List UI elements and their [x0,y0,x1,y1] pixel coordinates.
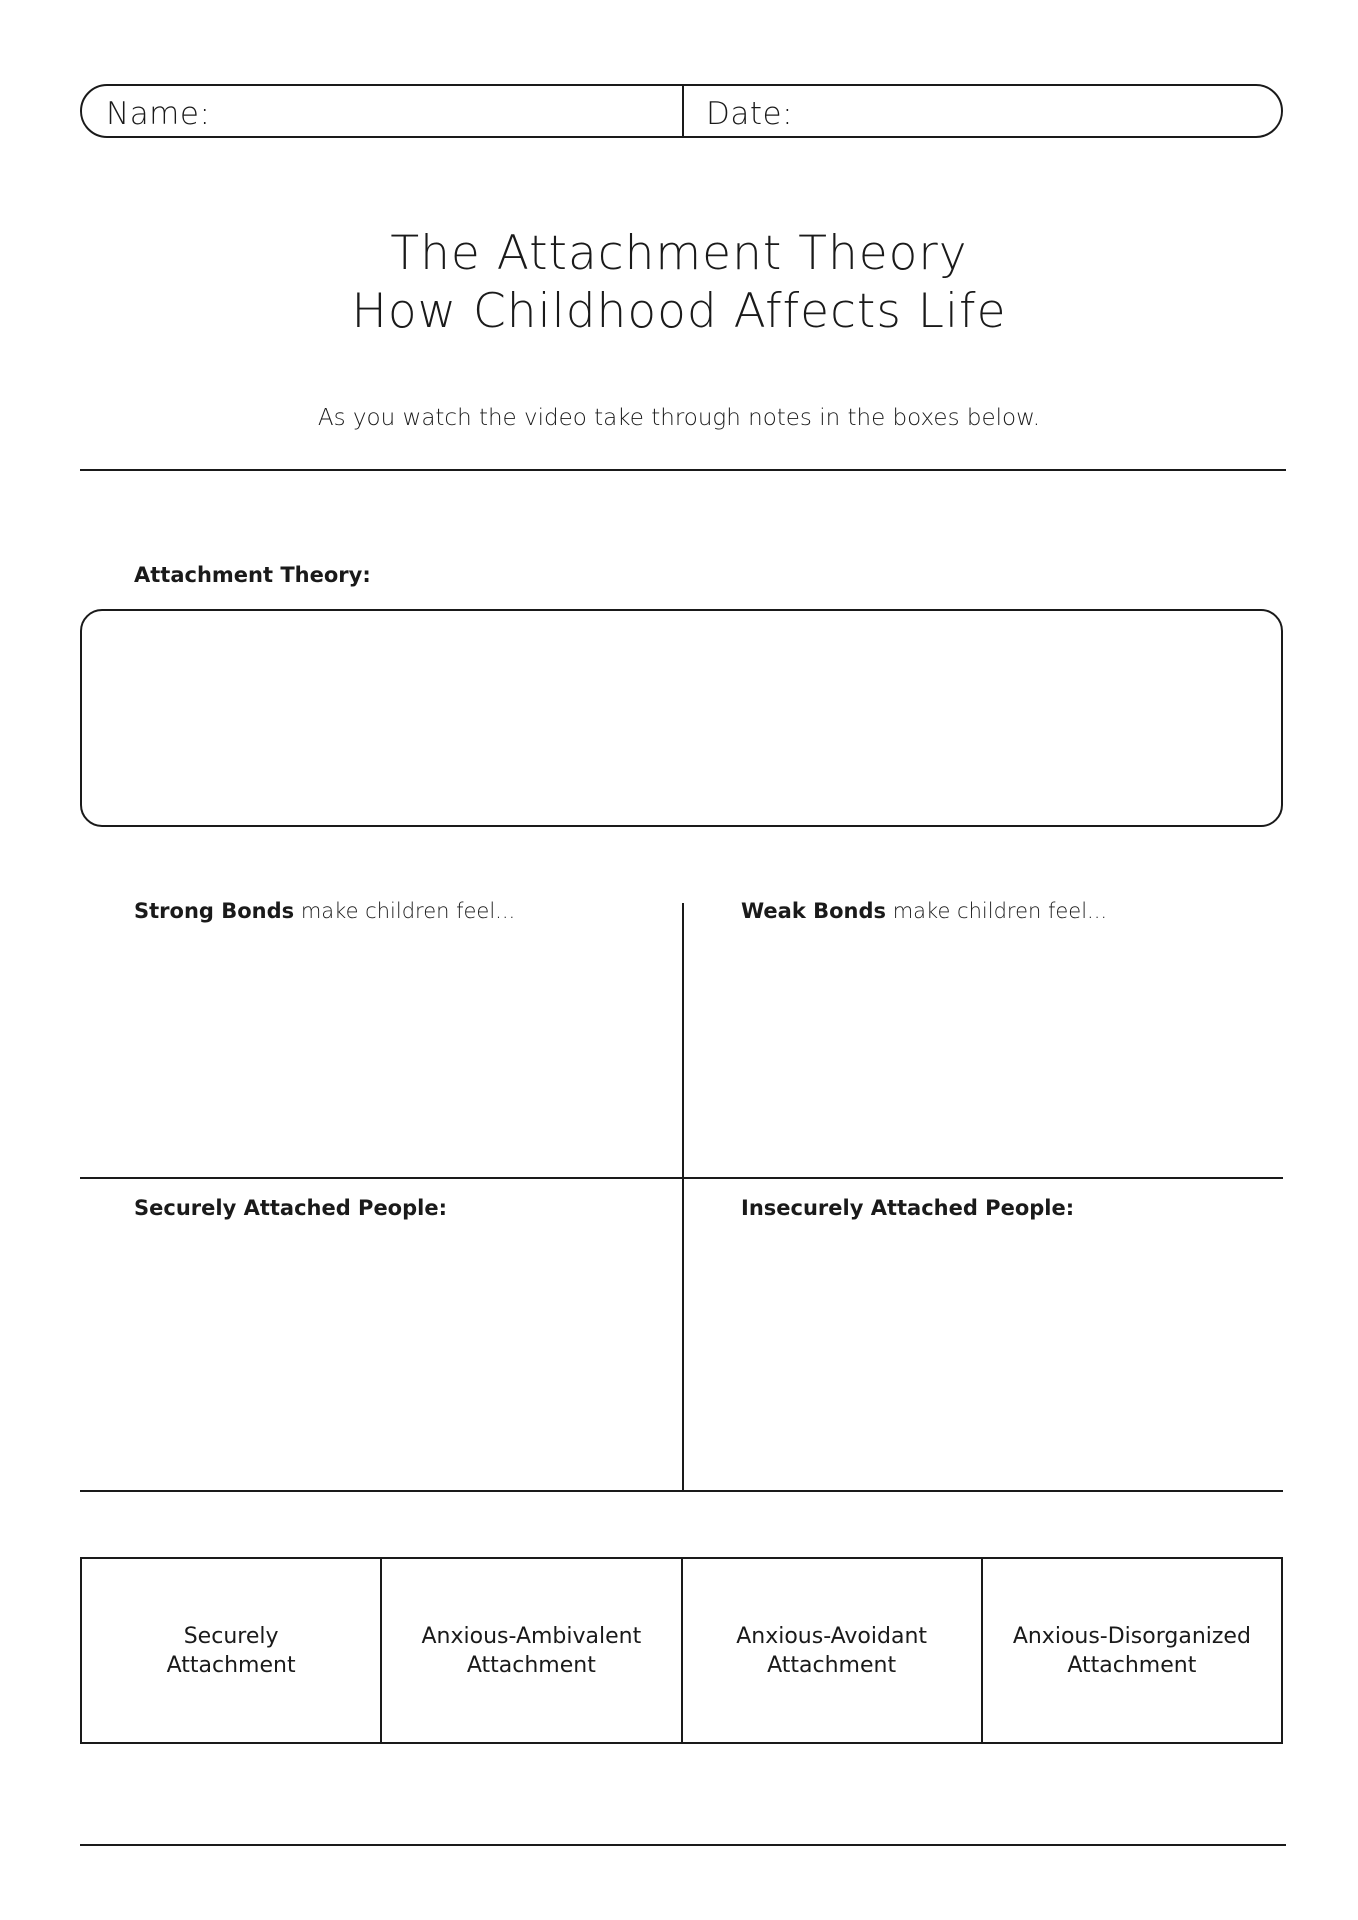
attachment-types-table [80,1557,1283,1744]
center-vertical-divider [682,903,684,1491]
type-cell-anxious-ambivalent[interactable] [380,1559,680,1742]
strong-bonds-bold: Strong Bonds [134,899,295,923]
type-disorganized-line2: Attachment [1067,1652,1197,1678]
type-ambivalent-line1: Anxious-Ambivalent [421,1623,642,1649]
strong-bonds-rest: make children feel... [294,899,516,923]
securely-attached-label: Securely Attached People: [134,1196,447,1220]
page-title [0,225,1358,341]
name-date-bar [80,84,1283,138]
name-field-label: Name: [106,96,211,132]
type-securely-line1: Securely [183,1623,279,1649]
strong-bonds-label [134,899,515,923]
bottom-divider-line [80,1844,1286,1846]
weak-bonds-bold: Weak Bonds [741,899,887,923]
name-date-divider [682,86,684,136]
type-cell-anxious-disorganized[interactable] [981,1559,1281,1742]
date-field-label: Date: [706,96,794,132]
lower-divider-line [80,1490,1283,1492]
middle-divider-line [80,1177,1283,1179]
type-securely-line2: Attachment [166,1652,296,1678]
type-avoidant-line1: Anxious-Avoidant [736,1623,928,1649]
instructions-text: As you watch the video take through notes in the boxes below. [317,405,1041,431]
type-ambivalent-line2: Attachment [466,1652,596,1678]
top-divider-line [80,469,1286,471]
attachment-theory-label: Attachment Theory: [134,563,371,587]
weak-bonds-rest: make children feel... [886,899,1108,923]
title-line-2: How Childhood Affects Life [351,284,1007,339]
type-disorganized-line1: Anxious-Disorganized [1012,1623,1251,1649]
attachment-theory-note-box[interactable] [80,609,1283,827]
type-cell-anxious-avoidant[interactable] [681,1559,981,1742]
type-cell-securely[interactable] [82,1559,380,1742]
insecurely-attached-label: Insecurely Attached People: [741,1196,1075,1220]
weak-bonds-label [741,899,1107,923]
type-avoidant-line2: Attachment [767,1652,897,1678]
title-line-1: The Attachment Theory [390,226,968,281]
